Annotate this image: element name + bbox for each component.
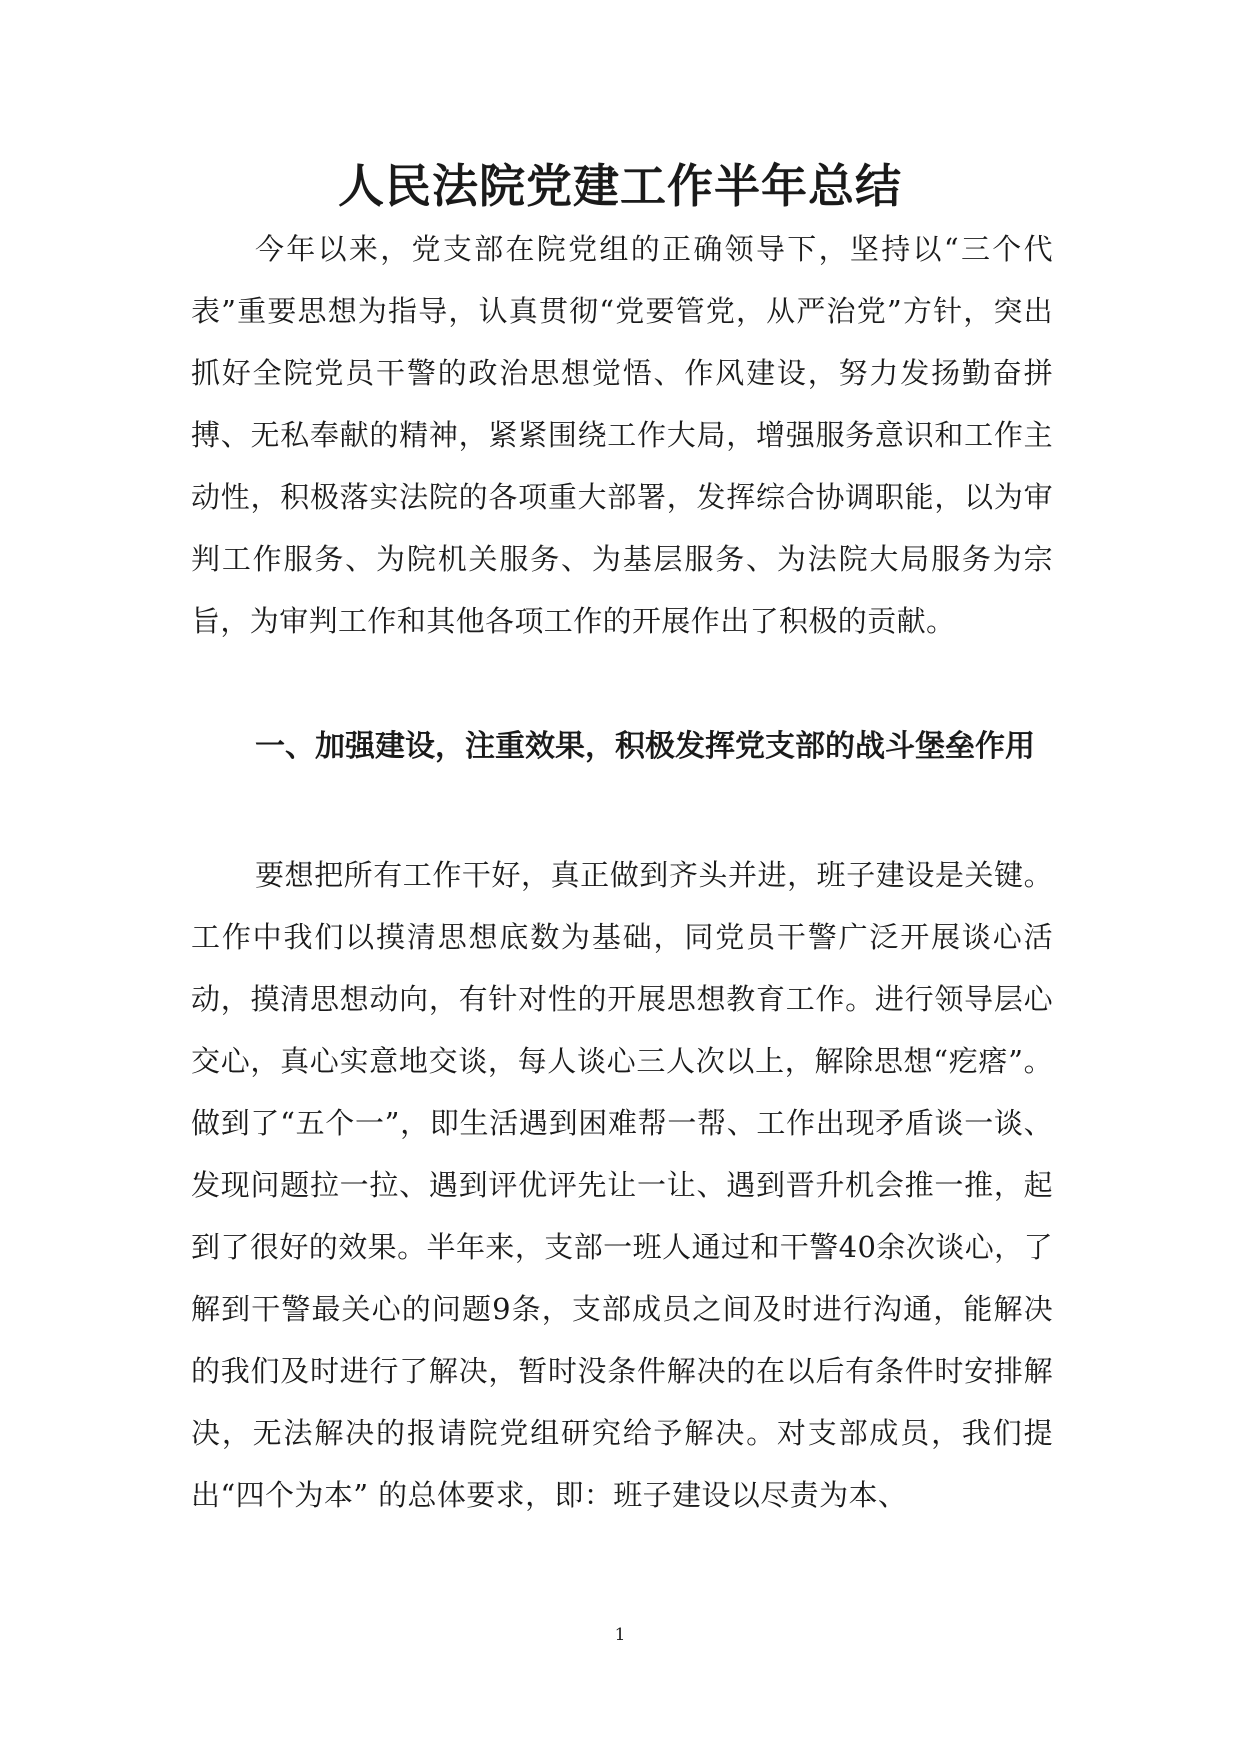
section-heading: 一、加强建设，注重效果，积极发挥党支部的战斗堡垒作用 [255,729,1035,764]
intro-paragraph: 今年以来，党支部在院党组的正确领导下，坚持以“三个代表”重要思想为指导，认真贯彻“党要管党，从严治党”方针，突出抓好全院党员干警的政治思想觉悟、作风建设，努力发扬勤奋拼搏、无私奉献的精神，紧紧围绕工作大局，增强服务意识和工作主动性，积极落实法院的各项重大部署，发挥综合协调职能，以为审判工作服务、为院机关服务、为基层服务、为法院大局服务为宗旨，为审判工作和其他各项工作的开展作出了积极的贡献。 [191,232,1053,638]
document-title: 人民法院党建工作半年总结 [338,159,902,213]
section-paragraph: 要想把所有工作干好，真正做到齐头并进，班子建设是关键。工作中我们以摸清思想底数为基础，同党员干警广泛开展谈心活动，摸清思想动向，有针对性的开展思想教育工作。进行领导层心交心，真心实意地交谈，每人谈心三人次以上，解除思想“疙瘩”。做到了“五个一”，即生活遇到困难帮一帮、工作出现矛盾谈一谈、发现问题拉一拉、遇到评优评先让一让、遇到晋升机会推一推，起到了很好的效果。半年来，支部一班人通过和干警40余次谈心，了解到干警最关心的问题9条，支部成员之间及时进行沟通，能解决的我们及时进行了解决，暂时没条件解决的在以后有条件时安排解决，无法解决的报请院党组研究给予解决。对支部成员，我们提出“四个为本” 的总体要求，即：班子建设以尽责为本、 [191,858,1053,1512]
page-number: 1 [614,1625,626,1645]
